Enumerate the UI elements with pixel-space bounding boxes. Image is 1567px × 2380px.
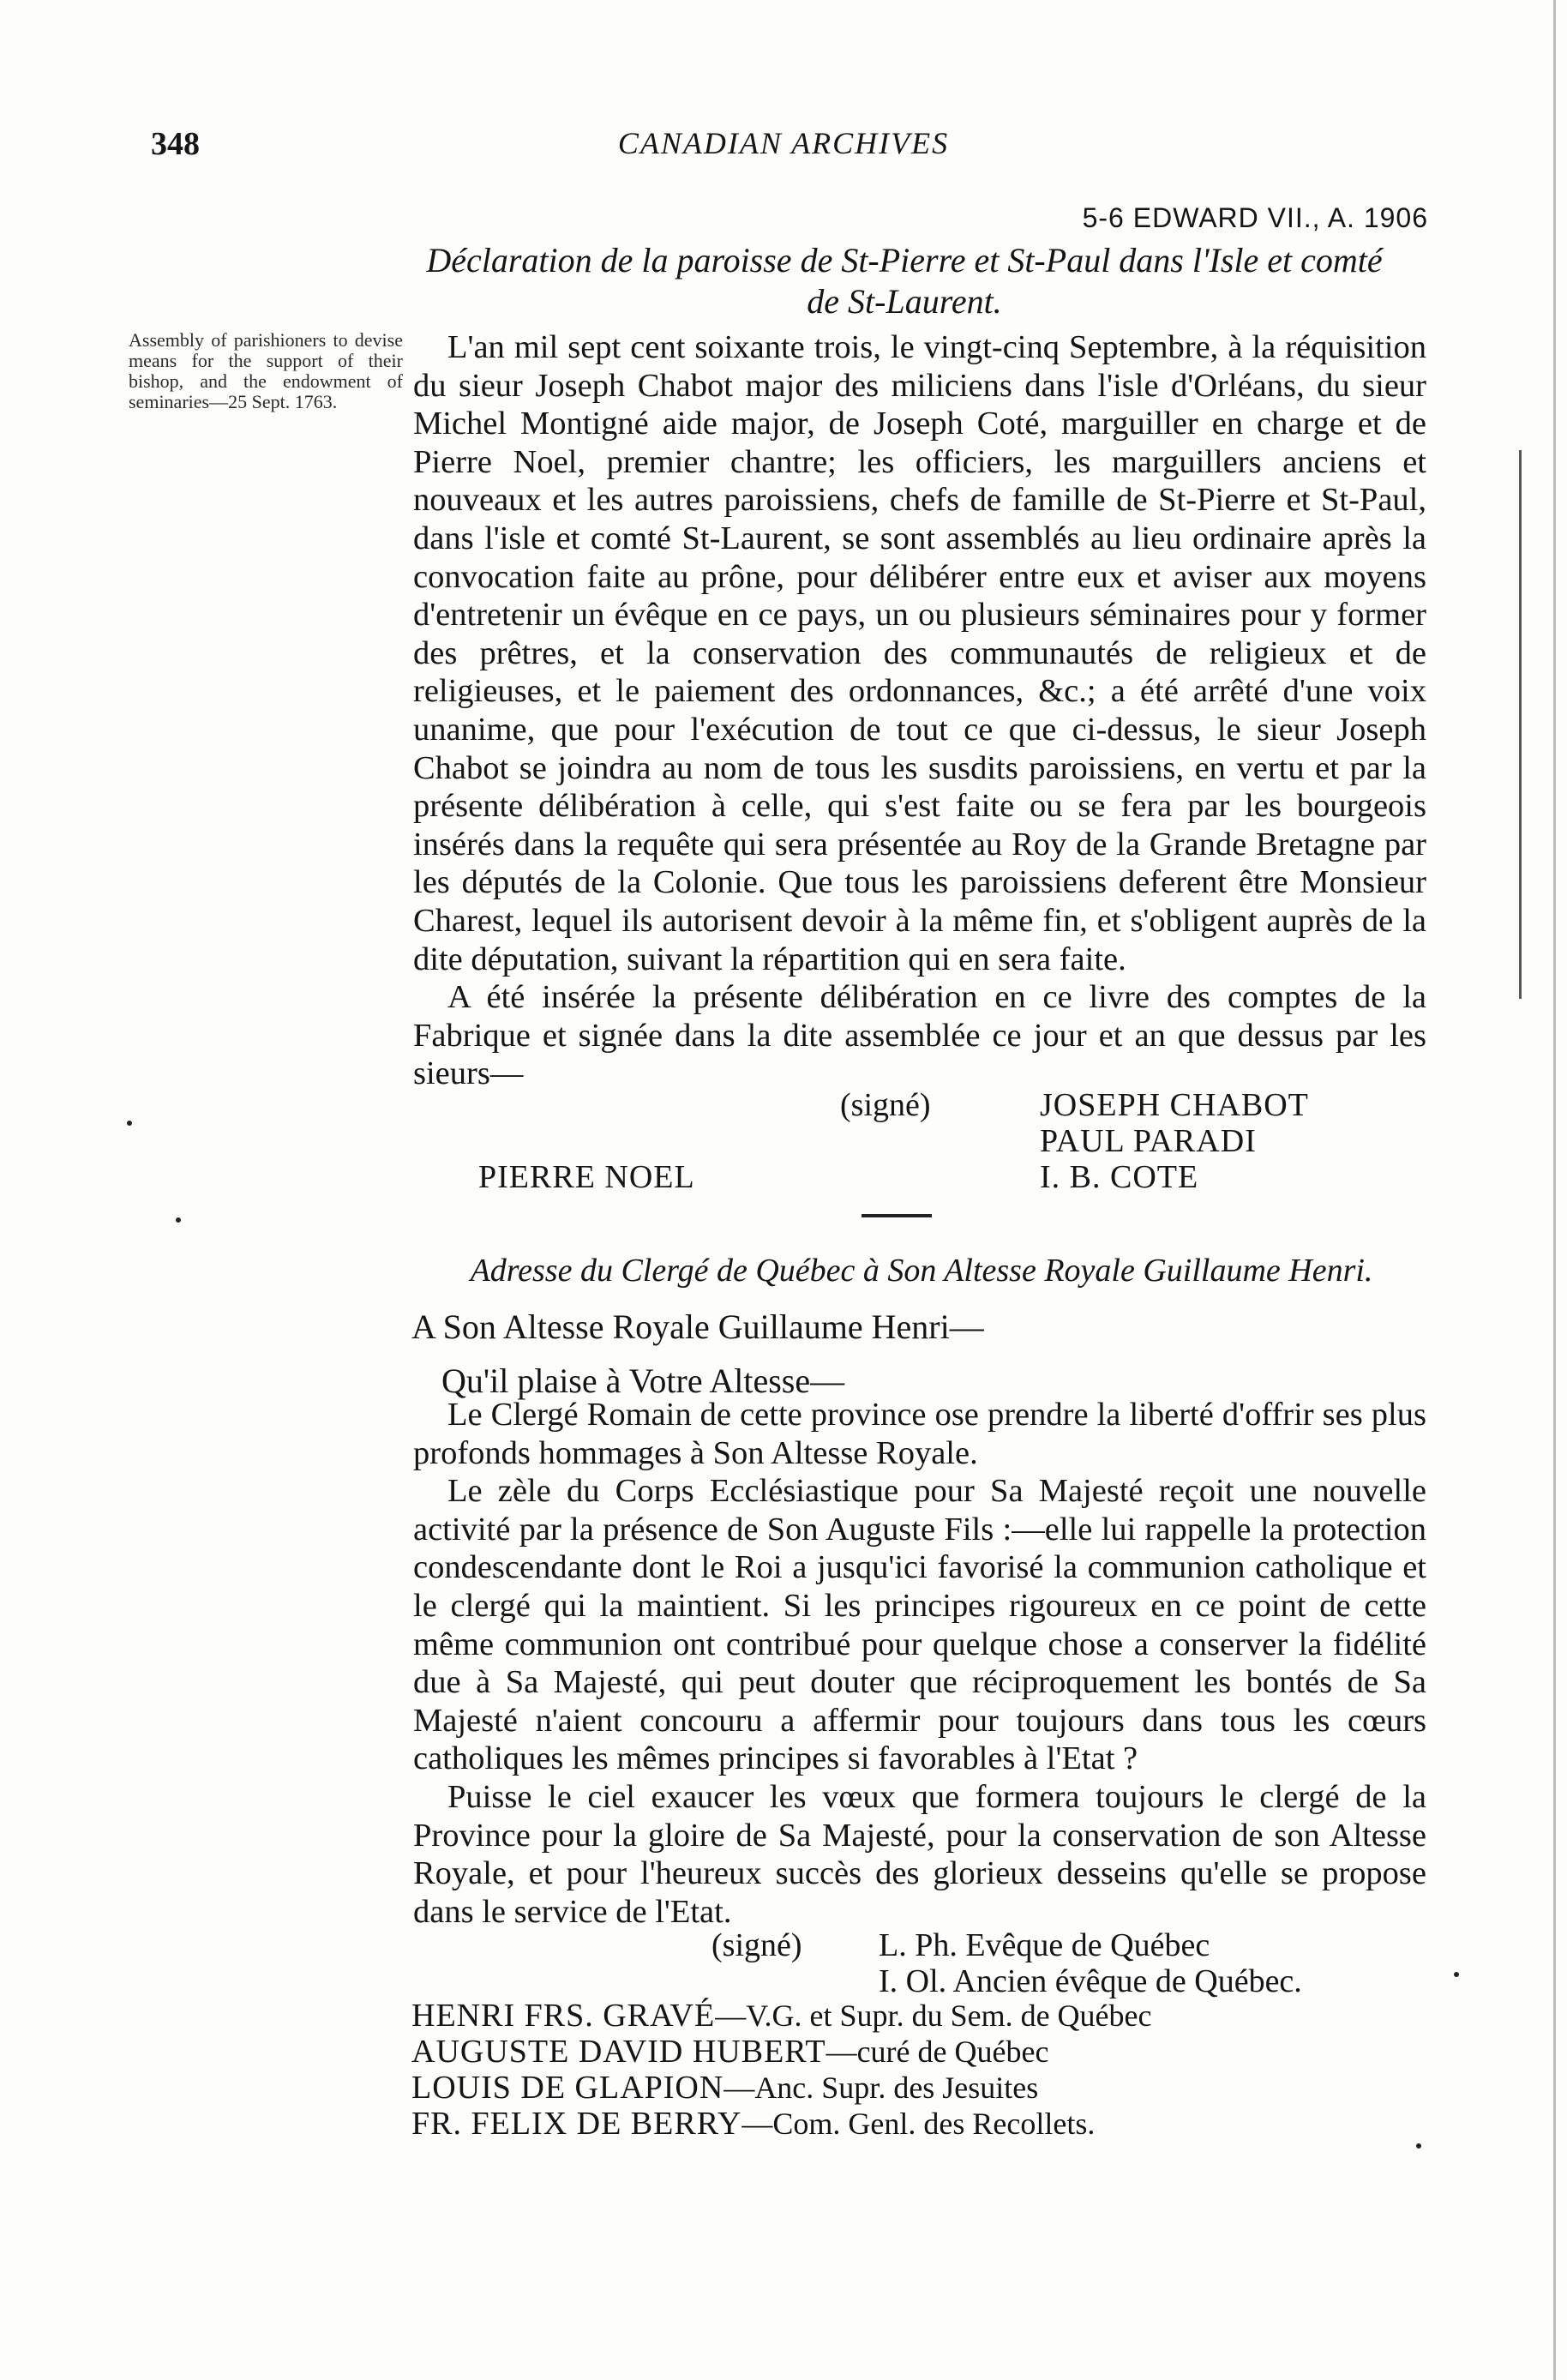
declaration-paragraph-1: L'an mil sept cent soixante trois, le vingt-cinq Septembre, à la réquisition du sieur Joseph Chabot major des miliciens dans l'isle d'Orléans, du sieur Michel Montigné aide major, de Joseph Coté, marguiller en charge et de Pierre Noel, premier chantre; les officiers, les marguillers anciens et nouveaux et les autres paroissiens, chefs de famille de St-Pierre et St-Paul, dans l'isle et comté St-Laurent, se sont assemblés au lieu ordinaire après la convocation faite au prône, pour délibérer entre eux et aviser aux moyens d'entretenir un évêque en ce pays, un ou plusieurs séminaires pour y former des prêtres, et la conservation des communautés de religieux et de religieuses, et le paiement des ordonnances, &c.; a été arrêté d'une voix unanime, que pour l'exécution de tout ce que ci-dessus, le sieur Joseph Chabot se joindra au nom de tous les susdits paroissiens, en vertu et par la présente délibération à celle, qui s'est faite ou se fera par les bourgeois insérés dans la requête qui sera présentée au Roy de la Grande Bretagne par les députés de la Colonie. Que tous les paroissiens deferent être Monsieur Charest, lequel ils autorisent devoir à la même fin, et s'obligent auprès de la dite députation, suivant la répartition qui en sera faite. [413, 329, 1426, 977]
declaration-title-line1: Déclaration de la paroisse de St-Pierre et St-Paul dans l'Isle et comté [426, 241, 1383, 279]
scan-edge [1553, 0, 1556, 2380]
address-body [413, 1396, 1426, 1931]
address-title: Adresse du Clergé de Québec à Son Altesse Royale Guillaume Henri. [470, 1253, 1373, 1289]
signatory-former-bishop: I. Ol. Ancien évêque de Québec. [879, 1963, 1302, 1999]
address-opening: Qu'il plaise à Votre Altesse— [441, 1361, 845, 1400]
address-paragraph-3: Puisse le ciel exaucer les vœux que formera toujours le clergé de la Province pour la gloire de Sa Majesté, pour la conservation de son Altesse Royale, et pour l'heureux succès des glorieux desseins qu'elle se propose dans le service de l'Etat. [413, 1778, 1426, 1930]
declaration-paragraph-2: A été insérée la présente délibération en ce livre des comptes de la Fabrique et signée dans la dite assemblée ce jour et an que dessus par les sieurs— [413, 979, 1426, 1092]
signatory-noel: PIERRE NOEL [478, 1159, 695, 1195]
running-title: CANADIAN ARCHIVES [617, 126, 950, 160]
signatory-chabot: JOSEPH CHABOT [1040, 1087, 1309, 1123]
signatory-berry: FR. FELIX DE BERRY—Com. Genl. des Recollets. [411, 2106, 1096, 2142]
address-salutation: A Son Altesse Royale Guillaume Henri— [411, 1307, 984, 1346]
signatory-glapion: LOUIS DE GLAPION—Anc. Supr. des Jesuites [411, 2070, 1039, 2106]
margin-note: Assembly of parishioners to devise means for the support of their bishop, and the endowment of seminaries—25 Sept. 1763. [129, 329, 403, 412]
declaration-title [377, 240, 1432, 322]
address-signe-label: (signé) [711, 1927, 802, 1963]
scan-speck [1416, 2143, 1421, 2149]
page-number: 348 [151, 126, 200, 162]
session-label: 5-6 EDWARD VII., A. 1906 [1082, 202, 1428, 233]
declaration-body [413, 328, 1426, 1093]
scan-margin-mark [1519, 450, 1522, 999]
address-paragraph-2: Le zèle du Corps Ecclésiastique pour Sa Majesté reçoit une nouvelle activité par la présence de Son Auguste Fils :—elle lui rappelle la protection condescendante dont le Roi a jusqu'ici favorisé la communion catholique et le clergé qui la maintient. Si les principes rigoureux en ce point de cette même communion ont contribué pour quelque chose a conserver la fidélité due à Sa Majesté, qui peut douter que réciproquement les bontés de Sa Majesté n'aient concouru a affermir pour toujours dans tous les cœurs catholiques les mêmes principes si favorables à l'Etat ? [413, 1473, 1426, 1777]
signatory-paradi: PAUL PARADI [1040, 1123, 1257, 1159]
address-paragraph-1: Le Clergé Romain de cette province ose prendre la liberté d'offrir ses plus profonds hommages à Son Altesse Royale. [413, 1397, 1426, 1471]
declaration-title-line2: de St-Laurent. [807, 282, 1002, 321]
section-divider [862, 1214, 932, 1217]
signatory-cote: I. B. COTE [1040, 1159, 1199, 1195]
scan-speck [1454, 1972, 1459, 1977]
scan-speck [127, 1121, 132, 1126]
signatory-grave: HENRI FRS. GRAVÉ—V.G. et Supr. du Sem. de Québec [411, 1998, 1152, 2034]
signatory-hubert: AUGUSTE DAVID HUBERT—curé de Québec [411, 2034, 1049, 2070]
signatory-bishop: L. Ph. Evêque de Québec [879, 1927, 1210, 1963]
scan-speck [176, 1217, 181, 1223]
signe-label: (signé) [840, 1087, 931, 1123]
